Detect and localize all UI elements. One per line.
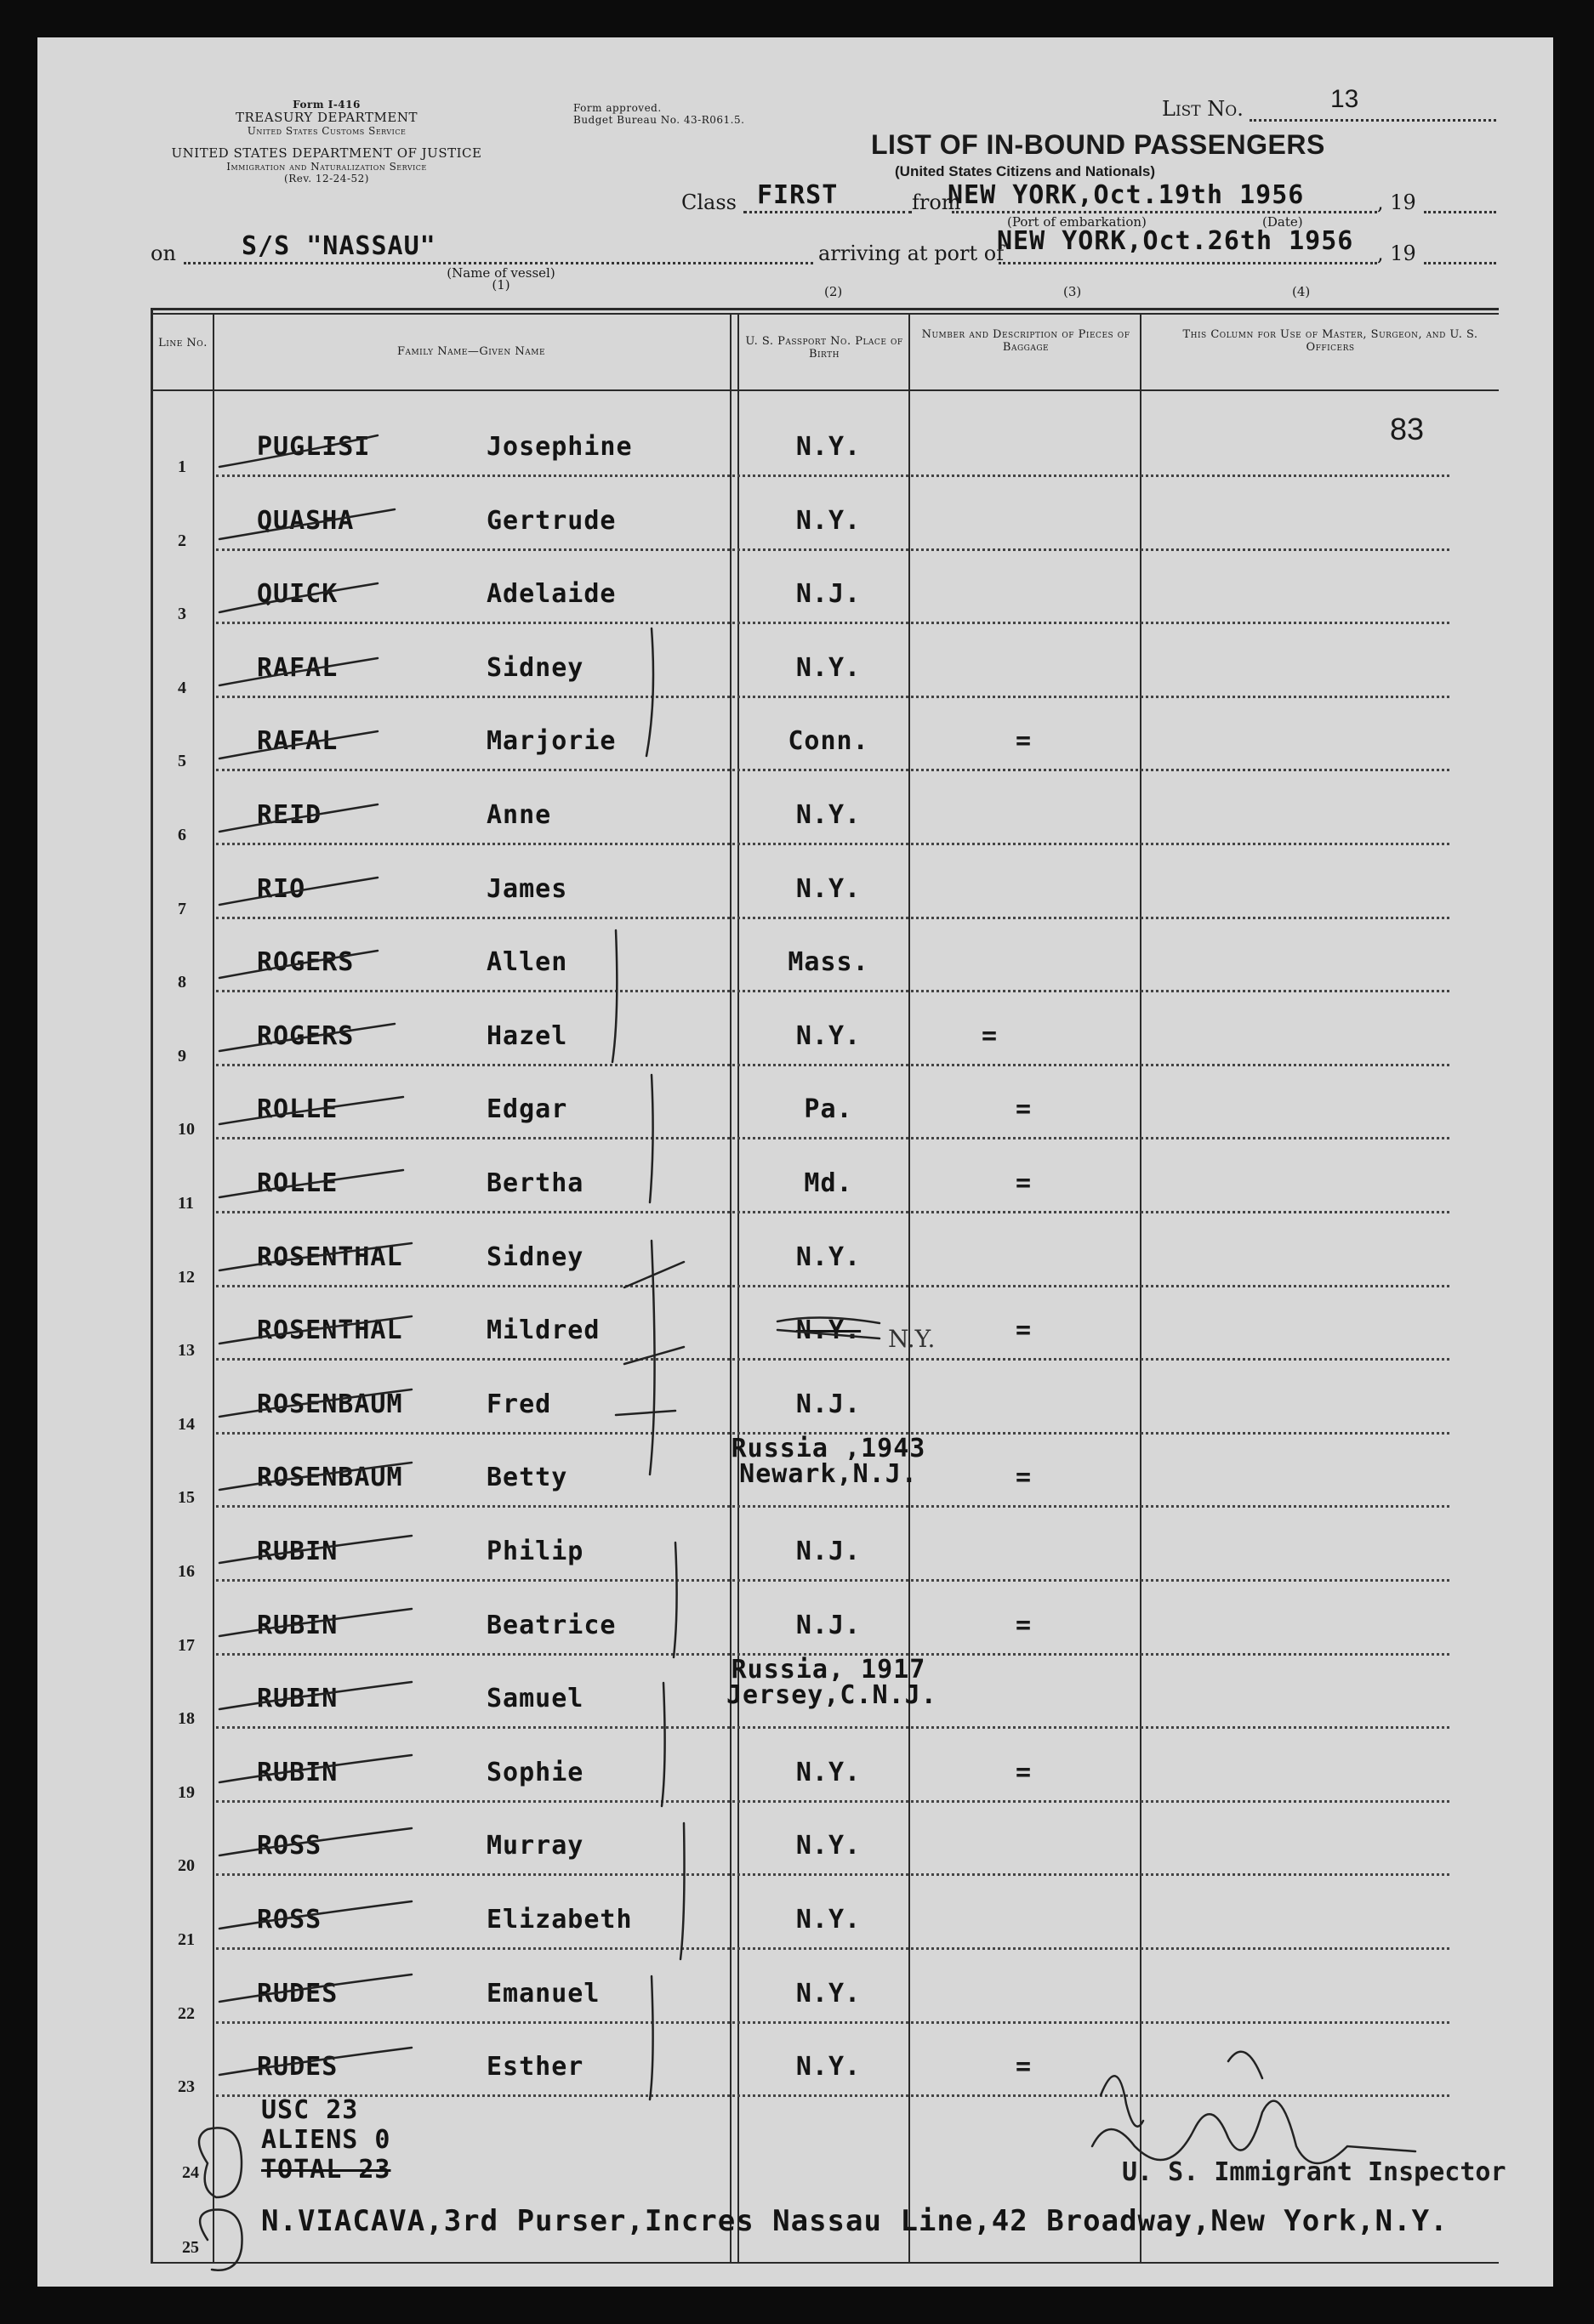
year-suffix-1: , 19: [1377, 190, 1416, 214]
baggage-mark: =: [1016, 1168, 1032, 1198]
port-embarkation-label: (Port of embarkation): [1007, 214, 1147, 230]
line-number: 9: [178, 1046, 186, 1065]
place-of-birth: Mass.: [788, 947, 869, 978]
given-name: Bertha: [487, 1168, 584, 1198]
vessel-label-text: (Name of vessel): [447, 265, 555, 281]
form-approved: Form approved.: [573, 102, 662, 114]
vessel-value: S/S "NASSAU": [242, 231, 436, 261]
line-number: 16: [178, 1562, 195, 1581]
baggage-mark: =: [1016, 1094, 1032, 1125]
given-name: Betty: [487, 1463, 568, 1493]
table-row: [37, 1288, 1553, 1362]
row-rule: [216, 1947, 1449, 1950]
family-name: RUDES: [257, 1978, 339, 2009]
line-number: 4: [178, 678, 186, 697]
justice-dept: UNITED STATES DEPARTMENT OF JUSTICE: [171, 145, 482, 161]
year-line-1: [1424, 211, 1496, 213]
place-of-birth: N.Y.: [795, 873, 862, 904]
table-row: [37, 479, 1553, 553]
table-row: [37, 626, 1553, 700]
table-row: [37, 1656, 1553, 1730]
family-name: ROSS: [257, 1905, 322, 1935]
inspector-label: U. S. Immigrant Inspector: [1122, 2157, 1506, 2187]
line-number: 21: [178, 1930, 195, 1949]
family-name: ROGERS: [257, 947, 355, 978]
row-rule: [216, 1137, 1449, 1139]
agency-block: [157, 99, 497, 137]
place-of-birth: N.Y.: [795, 1757, 862, 1787]
col-3-label: (3): [1063, 284, 1082, 299]
table-header-border: [151, 389, 1499, 391]
line-number: 12: [178, 1267, 195, 1287]
baggage-mark: =: [1016, 1315, 1032, 1346]
table-row: [37, 920, 1553, 994]
table-row: [37, 773, 1553, 847]
row-rule: [216, 1358, 1449, 1361]
row-rule: [216, 548, 1449, 551]
revision: (Rev. 12-24-52): [284, 173, 369, 185]
header-name: Family Name—Given Name: [396, 345, 546, 358]
table-row: [37, 1730, 1553, 1804]
table-row: [37, 1878, 1553, 1952]
table-top-border-2: [151, 313, 1499, 315]
place-of-birth: Russia, 1917: [731, 1655, 926, 1685]
baggage-mark: =: [1016, 1610, 1032, 1640]
from-value: NEW YORK,Oct.19th 1956: [948, 180, 1305, 210]
line-number: 7: [178, 899, 186, 918]
manifest-sheet: [37, 37, 1553, 2287]
table-row: [37, 552, 1553, 626]
row-rule: [216, 1064, 1449, 1066]
family-name: QUASHA: [257, 505, 355, 536]
line-number: 1: [178, 457, 186, 476]
place-of-birth: N.Y.: [795, 1020, 862, 1051]
header-officers: This Column for Use of Master, Surgeon, and U. S. Officers: [1182, 328, 1478, 354]
row-rule: [216, 1726, 1449, 1729]
table-row: [37, 994, 1553, 1068]
page-subtitle: (United States Citizens and Nationals): [895, 163, 1156, 179]
given-name: Josephine: [487, 432, 633, 462]
officer-note: 83: [1390, 412, 1425, 446]
given-name: Gertrude: [487, 505, 617, 536]
place-of-birth: Md.: [804, 1168, 853, 1198]
line-number: 19: [178, 1782, 195, 1802]
table-bottom-border: [151, 2262, 1499, 2264]
row-rule: [216, 696, 1449, 698]
family-name: REID: [257, 800, 322, 830]
family-name: RAFAL: [257, 726, 339, 757]
arriving-line: [999, 262, 1377, 264]
row-rule: [216, 1873, 1449, 1876]
table-row: [37, 2025, 1553, 2099]
place-of-birth: N.Y.: [795, 1905, 862, 1935]
year-line-2: [1424, 262, 1496, 264]
footer-aliens: ALIENS 0: [261, 2125, 391, 2155]
family-name: RUBIN: [257, 1757, 339, 1787]
place-of-birth-line2: Newark,N.J.: [739, 1459, 918, 1490]
family-name: RUBIN: [257, 1537, 339, 1566]
col-1-label: (1): [492, 277, 510, 293]
line-number: 10: [178, 1120, 195, 1139]
row-rule: [216, 2021, 1449, 2024]
given-name: Beatrice: [487, 1610, 617, 1640]
line-number: 22: [178, 2003, 195, 2023]
given-name: Hazel: [487, 1020, 568, 1051]
given-name: Mildred: [487, 1315, 601, 1346]
from-line: [952, 211, 1377, 213]
list-no-line: [1250, 119, 1496, 122]
family-name: ROSENTHAL: [257, 1242, 403, 1272]
family-name: RAFAL: [257, 652, 339, 683]
place-of-birth: N.Y.: [795, 800, 862, 830]
family-name: ROSENBAUM: [257, 1463, 403, 1493]
year-suffix-2: , 19: [1377, 241, 1416, 265]
on-label: on: [151, 241, 176, 265]
row-rule: [216, 843, 1449, 845]
place-of-birth: Russia ,1943: [731, 1434, 926, 1464]
table-row: [37, 1362, 1553, 1436]
table-top-border: [151, 308, 1499, 310]
family-name: ROGERS: [257, 1020, 355, 1051]
given-name: Edgar: [487, 1094, 568, 1125]
family-name: ROSENTHAL: [257, 1315, 403, 1346]
line-number: 20: [178, 1856, 195, 1876]
row-rule: [216, 622, 1449, 624]
place-of-birth: N.J.: [795, 1537, 862, 1566]
given-name: Samuel: [487, 1684, 584, 1714]
family-name: RUBIN: [257, 1610, 339, 1640]
line-number: 17: [178, 1635, 195, 1655]
given-name: James: [487, 873, 568, 904]
col-4-label: (4): [1292, 284, 1311, 299]
line-number: 6: [178, 826, 186, 844]
family-name: RUBIN: [257, 1684, 339, 1714]
family-name: ROLLE: [257, 1168, 339, 1198]
table-row: [37, 1215, 1553, 1289]
given-name: Philip: [487, 1537, 584, 1566]
given-name: Esther: [487, 2052, 584, 2083]
line-number: 2: [178, 531, 186, 550]
justice-block: [157, 146, 497, 185]
place-of-birth: N.Y.: [795, 1242, 862, 1272]
family-name: RUDES: [257, 2052, 339, 2083]
table-row: [37, 1804, 1553, 1878]
row-rule: [216, 917, 1449, 919]
place-of-birth: N.J.: [795, 1610, 862, 1640]
place-of-birth: N.Y.: [795, 1831, 862, 1861]
baggage-mark: =: [1016, 726, 1032, 757]
header-baggage: Number and Description of Pieces of Baggage: [921, 328, 1130, 354]
header-line-no: Line No.: [158, 337, 208, 349]
place-of-birth-line2: Jersey,C.N.J.: [726, 1680, 937, 1711]
line-number: 15: [178, 1488, 195, 1508]
baggage-mark: =: [982, 1020, 998, 1051]
header-passport: U. S. Passport No. Place of Birth: [745, 335, 903, 361]
footer-usc: USC 23: [261, 2095, 359, 2125]
line-number: 3: [178, 605, 186, 624]
vessel-line: [184, 262, 813, 264]
class-label: Class: [681, 190, 737, 214]
family-name: ROLLE: [257, 1094, 339, 1125]
given-name: Allen: [487, 947, 568, 978]
family-name: PUGLISI: [257, 432, 371, 462]
col-2-label: (2): [824, 284, 843, 299]
form-number: Form I-416: [293, 99, 361, 111]
from-label: from: [912, 190, 961, 214]
place-of-birth: N.Y.: [795, 505, 862, 536]
baggage-mark: =: [1016, 1463, 1032, 1493]
row-rule: [216, 1800, 1449, 1803]
vessel-label: [416, 267, 586, 291]
customs-service: United States Customs Service: [247, 125, 407, 137]
place-of-birth: N.J.: [795, 1389, 862, 1419]
table-row: [37, 405, 1553, 479]
purser-line: N.VIACAVA,3rd Purser,Incres Nassau Line,42 Broadway,New York,N.Y.: [261, 2204, 1449, 2238]
line-number: 14: [178, 1414, 195, 1434]
line-number: 8: [178, 973, 186, 992]
place-of-birth: Pa.: [804, 1094, 853, 1125]
place-of-birth: N.Y.: [795, 1978, 862, 2009]
place-of-birth: N.Y.: [795, 2052, 862, 2083]
place-of-birth: N.Y.: [795, 652, 862, 683]
table-row: [37, 1952, 1553, 2026]
given-name: Anne: [487, 800, 552, 830]
line-number: 11: [178, 1194, 194, 1213]
row-rule: [216, 990, 1449, 992]
immigration-service: Immigration and Naturalization Service: [226, 161, 427, 173]
row-rule: [216, 2094, 1449, 2097]
table-row: [37, 699, 1553, 773]
footer-total: TOTAL 23: [261, 2155, 391, 2185]
line-number-25: 25: [182, 2238, 199, 2257]
place-of-birth: N.J.: [795, 579, 862, 610]
table-row: [37, 847, 1553, 921]
arriving-value: NEW YORK,Oct.26th 1956: [997, 226, 1354, 256]
row-rule: [216, 474, 1449, 477]
line-number: 5: [178, 752, 186, 771]
table-row: [37, 1067, 1553, 1141]
class-line: [743, 211, 912, 213]
date-label: (Date): [1262, 214, 1303, 230]
given-name: Fred: [487, 1389, 552, 1419]
page-title: LIST OF IN-BOUND PASSENGERS: [871, 129, 1325, 160]
table-row: [37, 1509, 1553, 1583]
place-of-birth: N.Y.: [795, 1315, 862, 1346]
given-name: Sophie: [487, 1757, 584, 1787]
given-name: Adelaide: [487, 579, 617, 610]
given-name: Sidney: [487, 652, 584, 683]
list-no-label: List No.: [1162, 97, 1244, 121]
baggage-mark: =: [1016, 1757, 1032, 1787]
given-name: Emanuel: [487, 1978, 601, 2009]
given-name: Elizabeth: [487, 1905, 633, 1935]
arriving-label: arriving at port of: [818, 241, 1005, 265]
given-name: Murray: [487, 1831, 584, 1861]
place-of-birth: Conn.: [788, 726, 869, 757]
treasury-dept: TREASURY DEPARTMENT: [236, 110, 418, 125]
family-name: ROSENBAUM: [257, 1389, 403, 1419]
line-number: 23: [178, 2077, 195, 2097]
class-value: FIRST: [757, 180, 839, 210]
row-rule: [216, 769, 1449, 771]
row-rule: [216, 1285, 1449, 1287]
given-name: Marjorie: [487, 726, 617, 757]
budget-bureau: Budget Bureau No. 43-R061.5.: [573, 114, 745, 126]
place-of-birth: N.Y.: [795, 432, 862, 462]
row-rule: [216, 1505, 1449, 1508]
line-number: 18: [178, 1709, 195, 1729]
table-row: [37, 1141, 1553, 1215]
family-name: ROSS: [257, 1831, 322, 1861]
line-number-24: 24: [182, 2163, 199, 2182]
row-rule: [216, 1579, 1449, 1582]
family-name: RIO: [257, 873, 306, 904]
row-rule: [216, 1211, 1449, 1213]
approval-block: [573, 102, 744, 126]
list-no-value: 13: [1330, 85, 1359, 113]
family-name: QUICK: [257, 579, 339, 610]
given-name: Sidney: [487, 1242, 584, 1272]
table-row: [37, 1583, 1553, 1657]
baggage-mark: =: [1016, 2052, 1032, 2083]
line-number: 13: [178, 1341, 195, 1361]
row-13-note: N.Y.: [888, 1325, 936, 1353]
table-row: [37, 1435, 1553, 1509]
